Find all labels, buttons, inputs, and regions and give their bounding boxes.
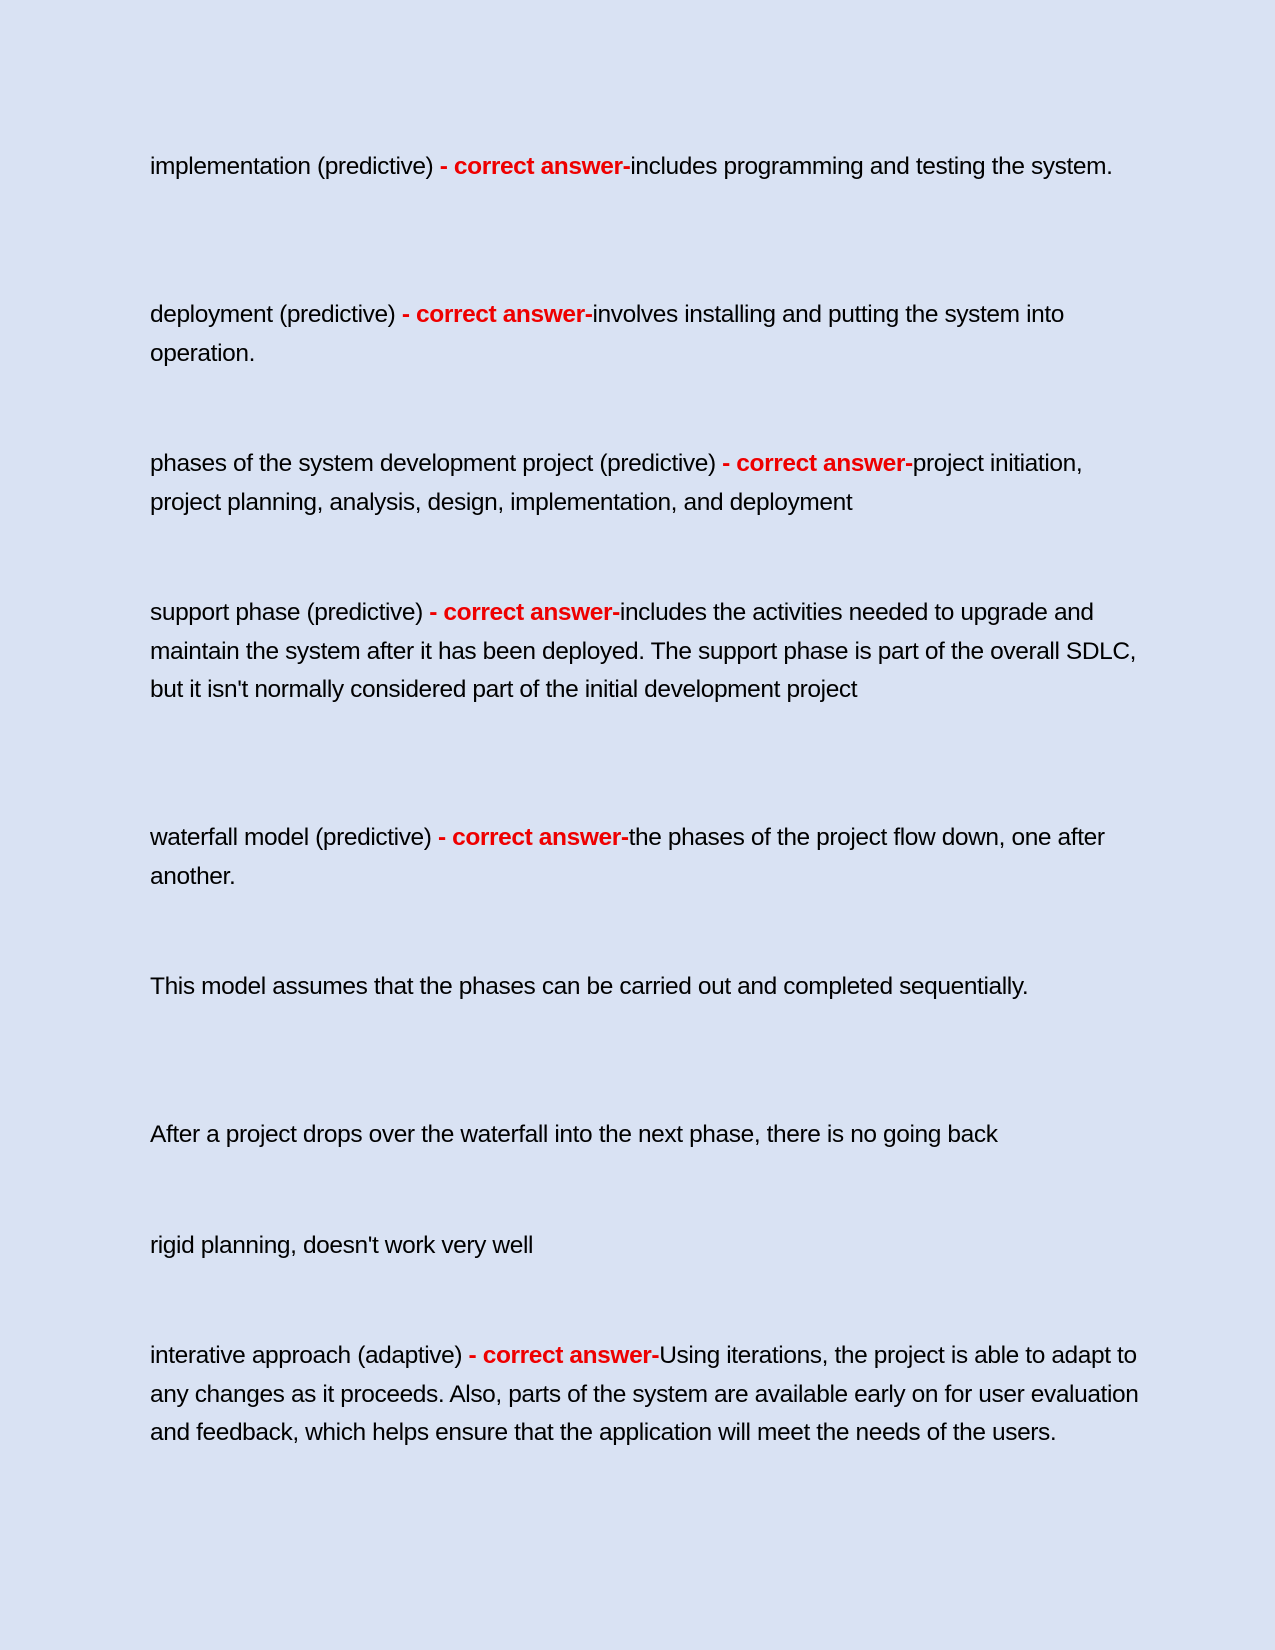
entry-phases bbox=[150, 445, 1140, 522]
term: waterfall model (predictive) bbox=[150, 824, 438, 851]
paragraph-model-assumes: This model assumes that the phases can be carried out and completed sequentially. bbox=[150, 973, 1029, 1000]
entry-implementation bbox=[150, 148, 1113, 187]
answer-separator: - correct answer- bbox=[722, 450, 913, 477]
definition: involves installing and putting the system into operation. bbox=[150, 301, 1064, 367]
entry-waterfall-model bbox=[150, 819, 1140, 896]
term: interative approach (adaptive) bbox=[150, 1342, 469, 1369]
answer-separator: - correct answer- bbox=[437, 824, 629, 851]
answer-separator: - correct answer- bbox=[439, 153, 631, 180]
definition: project initiation, project planning, analysis, design, implementation, and deployment bbox=[150, 450, 1083, 516]
term: deployment (predictive) bbox=[150, 301, 402, 328]
term: support phase (predictive) bbox=[150, 599, 430, 626]
answer-separator: - correct answer- bbox=[468, 1342, 660, 1369]
entry-iterative-approach bbox=[150, 1337, 1140, 1453]
definition: includes programming and testing the system. bbox=[630, 153, 1113, 180]
definition: Using iterations, the project is able to adapt to any changes as it proceeds. Also, parts of the system are available early on for user evaluation and feedback, which helps ensure that the application will meet the needs of the users. bbox=[150, 1342, 1139, 1446]
definition: includes the activities needed to upgrade and maintain the system after it has been deployed. The support phase is part of the overall SDLC, but it isn't normally considered part of the initial development project bbox=[150, 599, 1137, 703]
answer-separator: - correct answer- bbox=[401, 301, 593, 328]
entry-deployment bbox=[150, 296, 1140, 373]
paragraph-rigid-planning: rigid planning, doesn't work very well bbox=[150, 1232, 534, 1259]
term: implementation (predictive) bbox=[150, 153, 440, 180]
answer-separator: - correct answer- bbox=[429, 599, 620, 626]
paragraph-no-going-back: After a project drops over the waterfall into the next phase, there is no going back bbox=[150, 1121, 998, 1148]
term: phases of the system development project (predictive) bbox=[150, 450, 723, 477]
entry-support-phase bbox=[150, 594, 1140, 710]
definition: the phases of the project flow down, one after another. bbox=[150, 824, 1105, 890]
